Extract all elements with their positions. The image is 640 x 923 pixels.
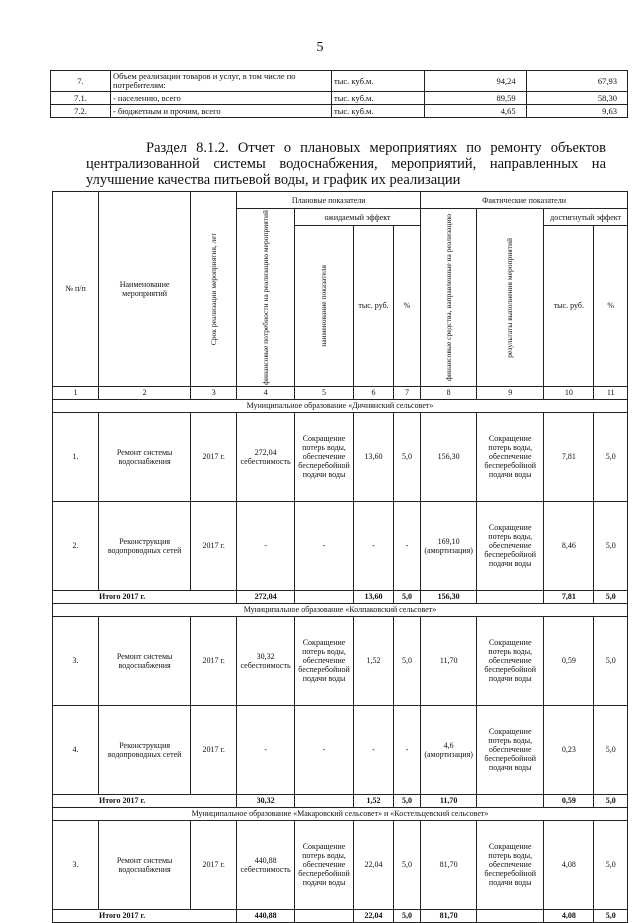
section-title-row: Муниципальное образование «Дичнянский сельсовет» [53,399,628,412]
section-title-row: Муниципальное образование «Колпаковский сельсовет» [53,603,628,616]
col-expected: ожидаемый эффект [294,209,420,226]
col-planned: Плановые показатели [237,192,421,209]
table-row: 3. Ремонт системы водоснабжения 2017 г. 440,88 себестоимость Сокращение потерь воды, обеспечение бесперебойной подачи воды 22,04 5,0 81,70 Сокращение потерь воды, обеспечение бесперебойной подачи воды 4,08 5,0 [53,820,628,909]
col-actual: Фактические показатели [421,192,628,209]
col-name: Наименование мероприятий [99,192,191,387]
table-row: 4. Реконструкция водопроводных сетей 2017 г. - - - - 4,6 (амортизация) Сокращение потерь воды, обеспечение бесперебойной подачи воды 0,23 5,0 [53,705,628,794]
section-heading: Раздел 8.1.2. Отчет о плановых мероприятиях по ремонту объектов централизованной системы водоснабжения, мероприятий, направленных на улучшение качества питьевой воды, и график их реализации [86,140,606,188]
table-row: 7.2. - бюджетным и прочим, всего тыс. куб.м. 4,65 9,63 [51,105,628,118]
total-row: Итого 2017 г. 440,88 22,04 5,0 81,70 4,08 5,0 [53,909,628,922]
col-thous-rub2: тыс. руб. [544,226,594,387]
table-row: 7.1. - населению, всего тыс. куб.м. 89,59 58,30 [51,92,628,105]
col-results: результаты выполнения мероприятий [477,209,544,387]
consumption-table [50,70,628,118]
page-number: 5 [316,40,324,55]
total-row: Итого 2017 г. 272,04 13,60 5,0 156,30 7,81 5,0 [53,590,628,603]
table-row: 2. Реконструкция водопроводных сетей 2017 г. - - - - 169,10 (амортизация) Сокращение потерь воды, обеспечение бесперебойной подачи воды 8,46 5,0 [53,501,628,590]
col-fin-need: финансовые потребности на реализацию мероприятий [237,209,295,387]
col-achieved: достигнутый эффект [544,209,628,226]
measures-table [52,191,628,923]
table-row: 7. Объем реализации товаров и услуг, в том числе по потребителям: тыс. куб.м. 94,24 67,93 [51,71,628,92]
col-fin-spent: финансовые средства, направленные на реализацию [421,209,477,387]
column-numbers-row: 1 2 3 4 5 6 7 8 9 10 11 [53,386,628,399]
col-ind-name: наименование показателя [294,226,353,387]
col-term: Срок реализации мероприятия, лет [191,192,237,387]
col-thous-rub: тыс. руб. [354,226,394,387]
col-pct2: % [594,226,628,387]
table-row: 3. Ремонт системы водоснабжения 2017 г. 30,32 себестоимость Сокращение потерь воды, обеспечение бесперебойной подачи воды 1,52 5,0 11,70 Сокращение потерь воды, обеспечение бесперебойной подачи воды 0,59 5,0 [53,616,628,705]
col-num: № п/п [53,192,99,387]
section-title-row: Муниципальное образование «Макаровский сельсовет» и «Костельцевский сельсовет» [53,807,628,820]
total-row: Итого 2017 г. 30,32 1,52 5,0 11,70 0,59 5,0 [53,794,628,807]
col-pct: % [393,226,420,387]
table-row: 1. Ремонт системы водоснабжения 2017 г. 272,04 себестоимость Сокращение потерь воды, обеспечение бесперебойной подачи воды 13,60 5,0 156,30 Сокращение потерь воды, обеспечение бесперебойной подачи воды 7,81 5,0 [53,412,628,501]
header-row [53,192,628,209]
